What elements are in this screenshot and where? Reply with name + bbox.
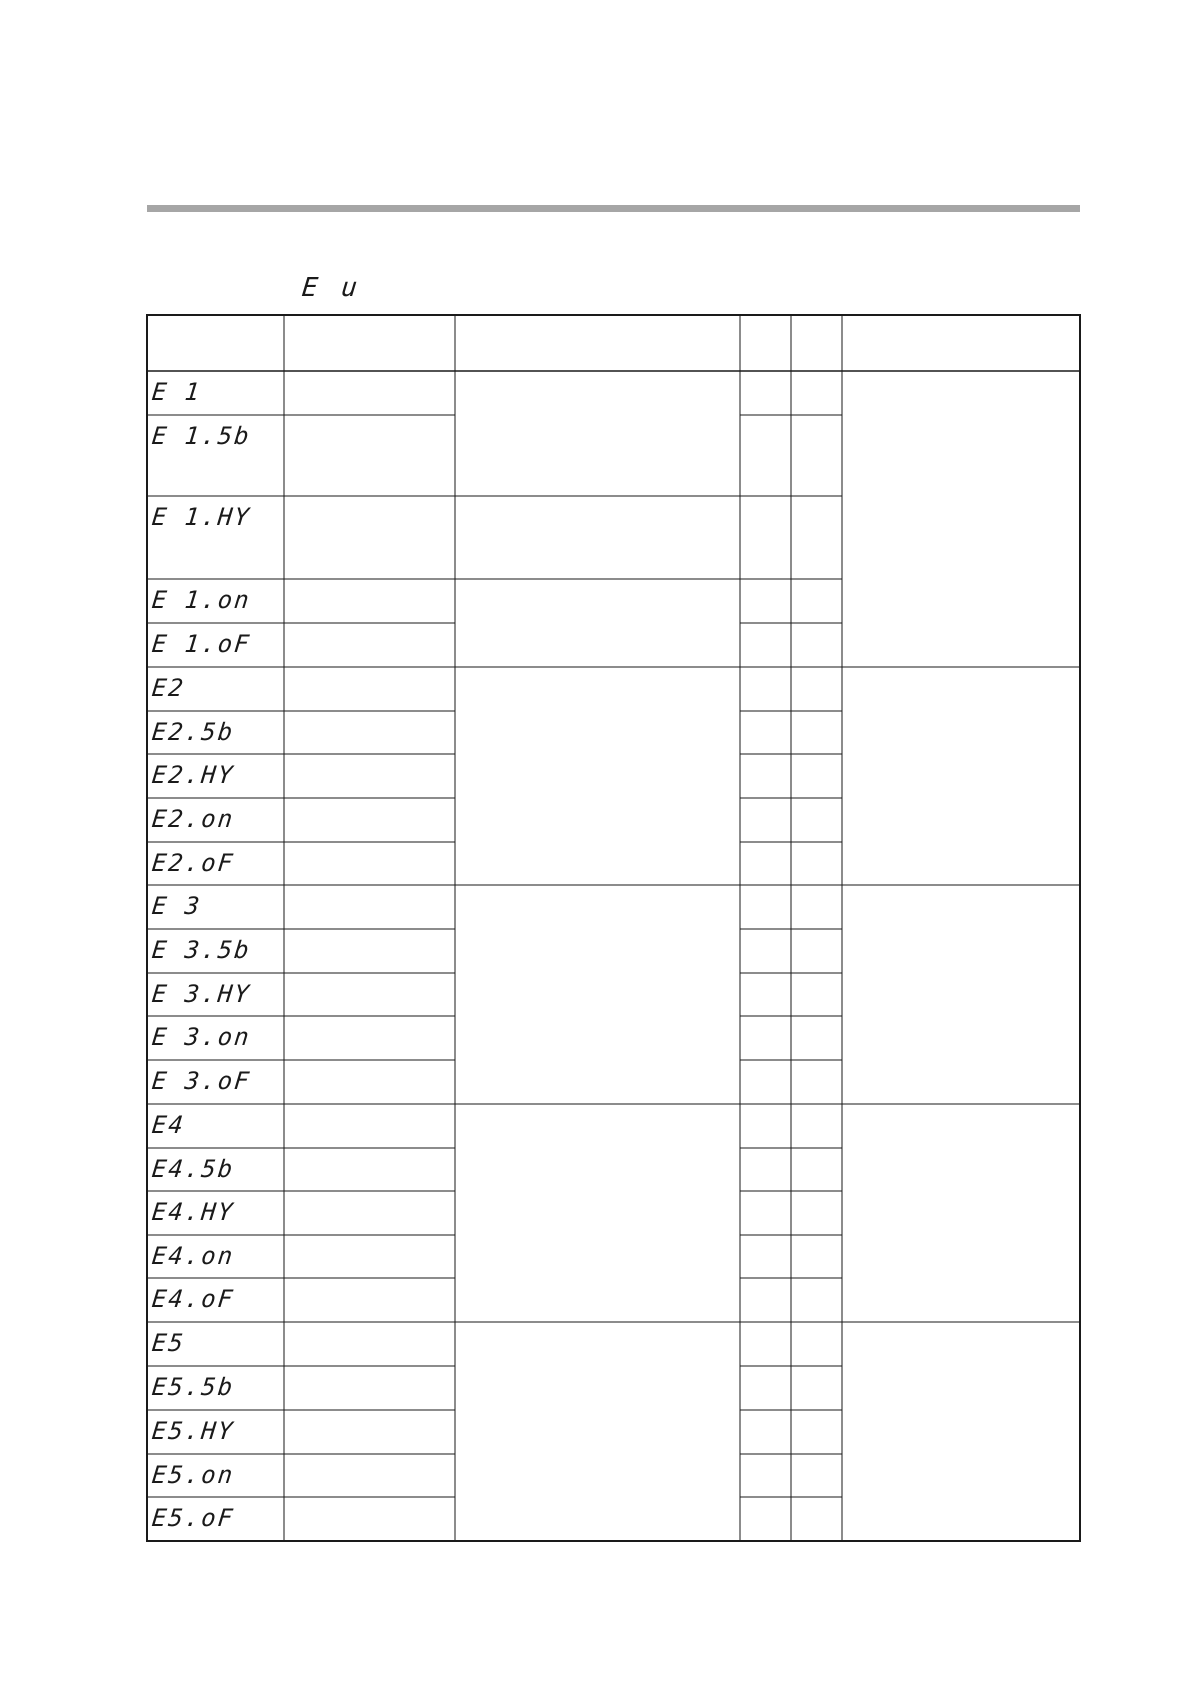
row-code: E5.5b (150, 1373, 236, 1401)
row-code: E5 (150, 1329, 187, 1357)
row-code: E2.oF (150, 849, 236, 877)
row-code: E4.5b (150, 1155, 236, 1183)
row-code: E5.oF (150, 1504, 236, 1532)
row-code: E4.on (150, 1242, 236, 1270)
row-code: E4.HY (150, 1198, 236, 1226)
table-border (147, 315, 1080, 1541)
row-code: E 3 (150, 892, 203, 920)
group-code-title: E u (300, 273, 363, 303)
row-code: E 1.oF (150, 630, 253, 658)
row-code: E2 (150, 674, 187, 702)
row-code: E4.oF (150, 1285, 236, 1313)
row-code: E2.on (150, 805, 236, 833)
row-code: E2.5b (150, 718, 236, 746)
row-code: E 3.on (150, 1023, 253, 1051)
row-code: E 1.5b (150, 422, 253, 450)
row-code: E 3.oF (150, 1067, 253, 1095)
row-code: E5.on (150, 1461, 236, 1489)
row-code: E5.HY (150, 1417, 236, 1445)
row-code: E 1.on (150, 586, 253, 614)
row-code: E2.HY (150, 761, 236, 789)
row-code: E 1.HY (150, 503, 253, 531)
row-code: E 3.HY (150, 980, 253, 1008)
row-code: E 1 (150, 378, 203, 406)
row-code: E 3.5b (150, 936, 253, 964)
row-code: E4 (150, 1111, 187, 1139)
